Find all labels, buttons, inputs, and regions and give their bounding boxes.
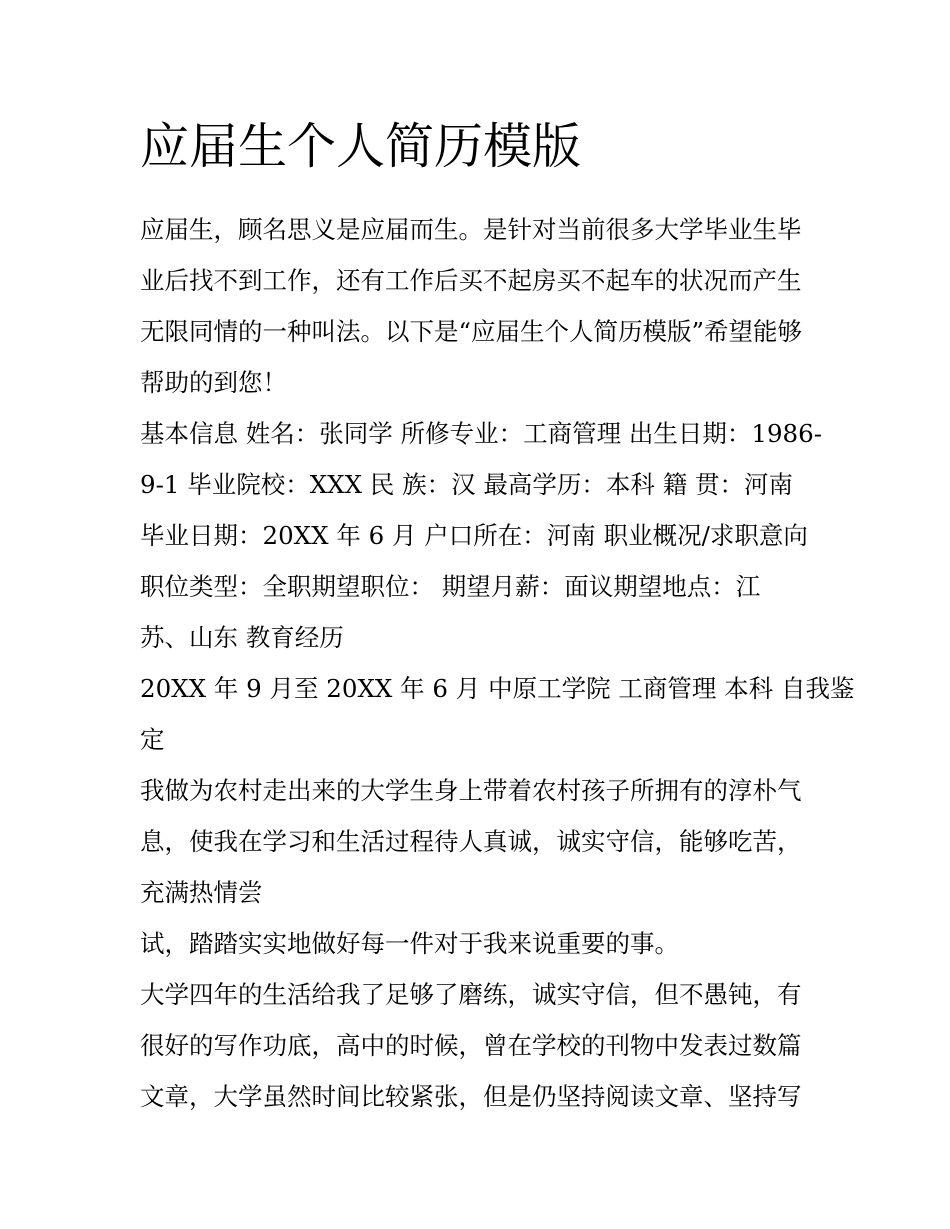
document-page (140, 112, 855, 1122)
body-line: 大学四年的生活给我了足够了磨练，诚实守信，但不愚钝，有 (140, 980, 802, 1009)
body-line: 帮助的到您！ (140, 368, 287, 397)
body-line: 定 (140, 725, 165, 754)
body-line: 无限同情的一种叫法。以下是“应届生个人简历模版”希望能够 (140, 317, 803, 346)
body-line: 应届生，顾名思义是应届而生。是针对当前很多大学毕业生毕 (140, 215, 802, 244)
body-line: 9-1 毕业院校：XXX 民 族：汉 最高学历：本科 籍 贯：河南 (140, 470, 794, 499)
document-body (140, 204, 855, 1122)
body-line: 我做为农村走出来的大学生身上带着农村孩子所拥有的淳朴气 (140, 776, 802, 805)
body-line: 业后找不到工作，还有工作后买不起房买不起车的状况而产生 (140, 266, 802, 295)
body-line: 很好的写作功底，高中的时候，曾在学校的刊物中发表过数篇 (140, 1031, 802, 1060)
body-line: 文章，大学虽然时间比较紧张，但是仍坚持阅读文章、坚持写 (140, 1082, 802, 1111)
body-line: 毕业日期：20XX 年 6 月 户口所在：河南 职业概况/求职意向 (140, 521, 808, 550)
body-line: 苏、山东 教育经历 (140, 623, 344, 652)
document-title: 应届生个人简历模版 (140, 118, 582, 175)
body-line: 充满热情尝 (140, 878, 263, 907)
body-line: 职位类型：全职期望职位： 期望月薪：面议期望地点：江 (140, 572, 761, 601)
body-line: 基本信息 姓名：张同学 所修专业：工商管理 出生日期：1986- (140, 419, 822, 448)
body-line: 息，使我在学习和生活过程待人真诚，诚实守信，能够吃苦， (140, 827, 802, 856)
body-line: 试，踏踏实实地做好每一件对于我来说重要的事。 (140, 929, 679, 958)
body-line: 20XX 年 9 月至 20XX 年 6 月 中原工学院 工商管理 本科 自我鉴 (140, 674, 855, 703)
